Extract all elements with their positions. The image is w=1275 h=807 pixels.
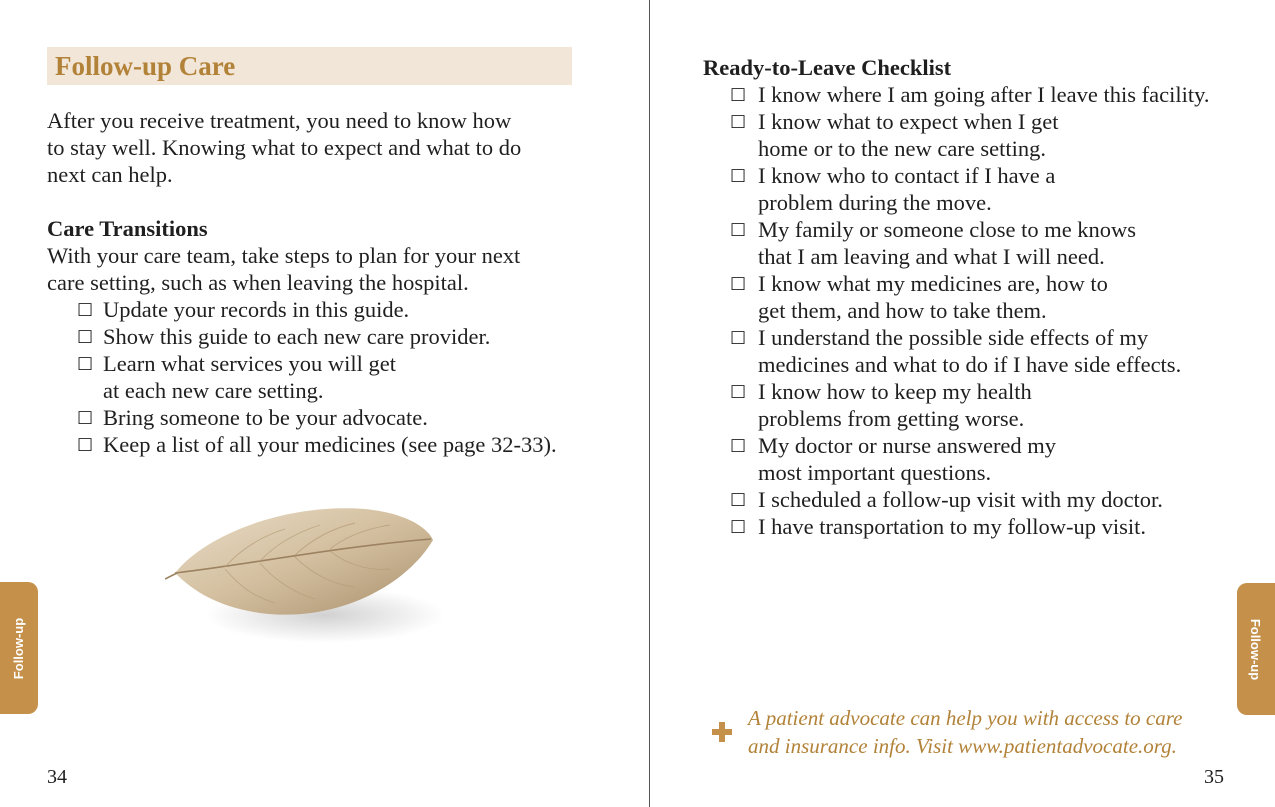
checklist-item (703, 81, 1263, 108)
checklist-items (703, 81, 1263, 540)
care-transitions-intro-line: With your care team, take steps to plan for your next (47, 243, 521, 268)
checklist-item-text: medicines and what to do if I have side effects. (758, 352, 1182, 377)
side-tab-label: Follow-up (1248, 618, 1264, 680)
intro-line: next can help. (47, 162, 173, 187)
checklist-item-text: I scheduled a follow-up visit with my doctor. (758, 487, 1163, 512)
checklist-item-text: I know who to contact if I have a (758, 163, 1056, 188)
checklist-item-text: I know what my medicines are, how to (758, 271, 1108, 296)
checklist-item-text: I know how to keep my health (758, 379, 1032, 404)
checklist-item (703, 513, 1263, 540)
checklist-item-text: most important questions. (758, 460, 992, 485)
side-tab-label: Follow-up (11, 617, 27, 679)
checkbox-icon[interactable]: □ (730, 516, 747, 536)
advocate-note-line: A patient advocate can help you with access to care (748, 706, 1183, 730)
checklist-item-text: I understand the possible side effects of my (758, 325, 1149, 350)
checklist-item (703, 270, 1263, 324)
checkbox-icon[interactable]: □ (77, 434, 94, 454)
checkbox-icon[interactable]: □ (77, 299, 94, 319)
checkbox-icon[interactable]: □ (730, 273, 747, 293)
checklist-item-text: at each new care setting. (103, 378, 324, 403)
checklist-item-text: I know where I am going after I leave this facility. (758, 82, 1210, 107)
checklist-item-text: problems from getting worse. (758, 406, 1025, 431)
checklist-item (703, 324, 1263, 378)
checkbox-icon[interactable]: □ (730, 327, 747, 347)
checklist-item (47, 296, 587, 323)
checklist-item-text: Show this guide to each new care provider. (103, 324, 491, 349)
right-page (651, 0, 1275, 807)
advocate-note-line: and insurance info. Visit www.patientadvocate.org. (748, 734, 1177, 758)
checkbox-icon[interactable]: □ (77, 407, 94, 427)
checkbox-icon[interactable]: □ (77, 326, 94, 346)
intro-line: to stay well. Knowing what to expect and what to do (47, 135, 522, 160)
intro-line: After you receive treatment, you need to know how (47, 108, 512, 133)
checklist-item (703, 432, 1263, 486)
checkbox-icon[interactable]: □ (730, 111, 747, 131)
care-transitions-heading: Care Transitions (47, 216, 208, 241)
checkbox-icon[interactable]: □ (730, 165, 747, 185)
checklist-item (47, 350, 587, 404)
checkbox-icon[interactable]: □ (730, 219, 747, 239)
checklist-item-text: get them, and how to take them. (758, 298, 1047, 323)
checkbox-icon[interactable]: □ (77, 353, 94, 373)
checklist-item-text: I know what to expect when I get (758, 109, 1059, 134)
checklist-heading: Ready-to-Leave Checklist (703, 55, 952, 80)
patient-advocate-note (711, 704, 1251, 760)
checklist-item (47, 323, 587, 350)
checklist-item-text: home or to the new care setting. (758, 136, 1047, 161)
checklist-item-text: My family or someone close to me knows (758, 217, 1137, 242)
checklist-item (703, 378, 1263, 432)
section-title: Follow-up Care (47, 47, 572, 85)
ready-to-leave-checklist (703, 54, 1263, 540)
checklist-item (703, 216, 1263, 270)
checklist-item-text: Bring someone to be your advocate. (103, 405, 428, 430)
checklist-item-text: Learn what services you will get (103, 351, 397, 376)
care-transitions-intro-line: care setting, such as when leaving the hospital. (47, 270, 469, 295)
side-tab-follow-up[interactable] (0, 582, 38, 714)
checklist-item-text: problem during the move. (758, 190, 992, 215)
plus-icon (711, 721, 733, 743)
checklist-item (703, 486, 1263, 513)
checklist-item (47, 404, 587, 431)
checkbox-icon[interactable]: □ (730, 435, 747, 455)
checklist-item-text: My doctor or nurse answered my (758, 433, 1057, 458)
checklist-item (703, 108, 1263, 162)
care-transitions-section (47, 215, 587, 458)
checklist-item-text: that I am leaving and what I will need. (758, 244, 1105, 269)
leaf-illustration (165, 495, 455, 655)
leaf-icon (165, 495, 455, 655)
checklist-item-text: I have transportation to my follow-up visit. (758, 514, 1147, 539)
page-number: 35 (1204, 766, 1224, 788)
page-divider (649, 0, 650, 807)
page-number: 34 (47, 766, 67, 788)
checkbox-icon[interactable]: □ (730, 381, 747, 401)
checklist-item-text: Update your records in this guide. (103, 297, 410, 322)
side-tab-follow-up[interactable] (1237, 583, 1275, 715)
checklist-item (703, 162, 1263, 216)
checkbox-icon[interactable]: □ (730, 84, 747, 104)
checkbox-icon[interactable]: □ (730, 489, 747, 509)
intro-paragraph (47, 107, 587, 188)
checklist-item-text: Keep a list of all your medicines (see page 32-33). (103, 432, 557, 457)
advocate-note-text (748, 704, 1182, 760)
care-transitions-list (47, 296, 587, 458)
checklist-item (47, 431, 587, 458)
